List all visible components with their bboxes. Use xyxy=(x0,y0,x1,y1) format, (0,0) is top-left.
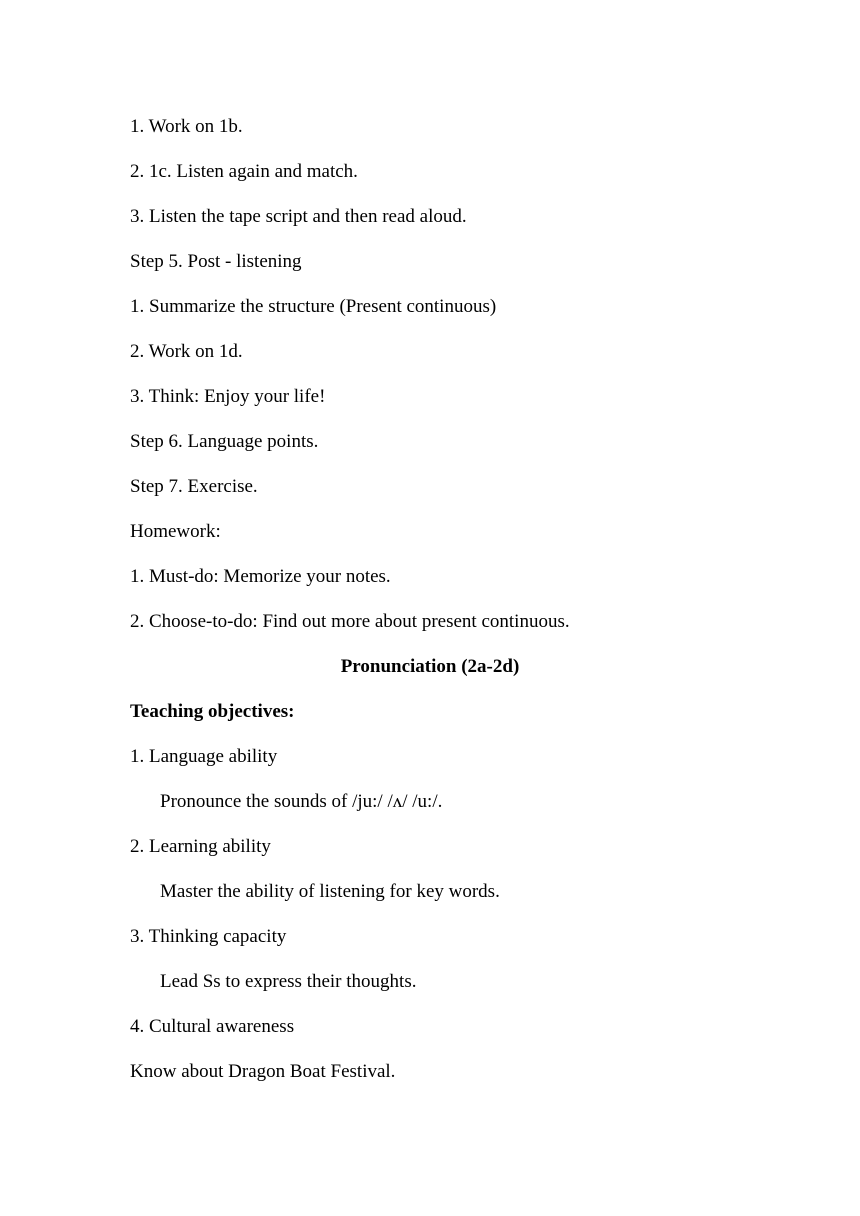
section-title: Pronunciation (2a-2d) xyxy=(340,656,520,677)
step-heading: Step 5. Post - listening xyxy=(130,251,302,272)
text-line: 2. Choose-to-do: Find out more about present continuous. xyxy=(130,611,570,632)
step-heading: Step 7. Exercise. xyxy=(130,476,258,497)
step-heading: Step 6. Language points. xyxy=(130,431,319,452)
objective-heading: 3. Thinking capacity xyxy=(130,926,287,947)
text-line: 1. Work on 1b. xyxy=(130,116,243,137)
text-line: 3. Think: Enjoy your life! xyxy=(130,386,326,407)
objective-detail: Know about Dragon Boat Festival. xyxy=(130,1061,396,1082)
document-body xyxy=(130,115,730,1105)
objective-heading: 4. Cultural awareness xyxy=(130,1016,295,1037)
text-line: 1. Summarize the structure (Present continuous) xyxy=(130,296,497,317)
objective-heading: 2. Learning ability xyxy=(130,836,271,857)
homework-heading: Homework: xyxy=(130,521,221,542)
objective-detail: Pronounce the sounds of /ju:/ /ʌ/ /u:/. xyxy=(160,791,443,812)
objective-heading: 1. Language ability xyxy=(130,746,278,767)
objective-detail: Lead Ss to express their thoughts. xyxy=(160,971,417,992)
text-line: 1. Must-do: Memorize your notes. xyxy=(130,566,391,587)
objectives-heading: Teaching objectives: xyxy=(130,701,295,722)
text-line: 2. 1c. Listen again and match. xyxy=(130,161,358,182)
text-line: 3. Listen the tape script and then read aloud. xyxy=(130,206,467,227)
text-line: 2. Work on 1d. xyxy=(130,341,243,362)
objective-detail: Master the ability of listening for key words. xyxy=(160,881,500,902)
